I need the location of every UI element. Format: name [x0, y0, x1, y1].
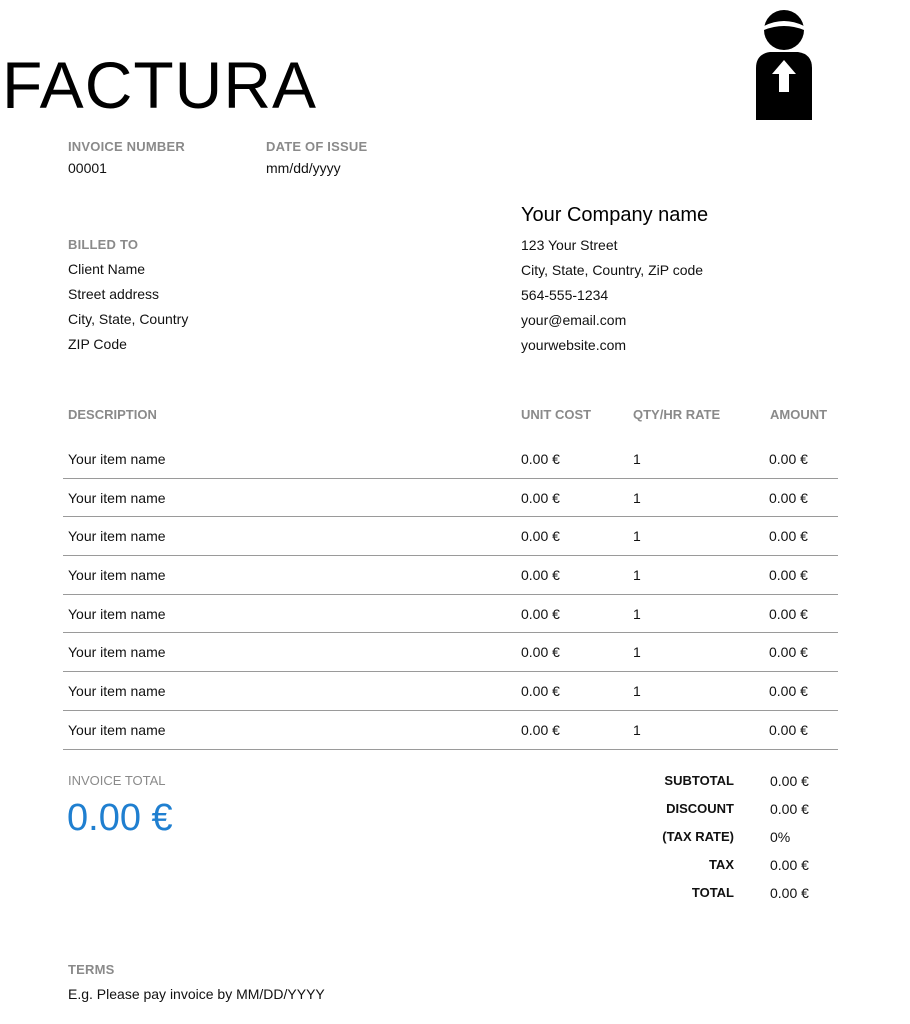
item-amount: 0.00 € — [769, 605, 808, 622]
terms-text: E.g. Please pay invoice by MM/DD/YYYY — [68, 986, 325, 1002]
item-amount: 0.00 € — [769, 489, 808, 506]
discount-value: 0.00 € — [770, 801, 809, 817]
company-street: 123 Your Street — [521, 237, 618, 253]
client-city: City, State, Country — [68, 311, 189, 327]
client-street: Street address — [68, 286, 160, 302]
table-row — [63, 479, 838, 518]
billed-to-label: BILLED TO — [68, 237, 139, 252]
invoice-total-value: 0.00 € — [67, 797, 173, 839]
invoice-number: 00001 — [68, 160, 107, 176]
table-row — [63, 556, 838, 595]
total-label: TOTAL — [691, 885, 734, 900]
person-with-arrow-icon — [752, 8, 816, 122]
item-amount: 0.00 € — [769, 644, 808, 661]
item-description: Your item name — [68, 605, 166, 622]
item-amount: 0.00 € — [769, 721, 808, 738]
company-name: Your Company name — [521, 204, 709, 226]
summary-block — [600, 770, 840, 910]
subtotal-label: SUBTOTAL — [664, 773, 734, 788]
total-value: 0.00 € — [770, 885, 809, 901]
item-qty: 1 — [633, 721, 641, 738]
col-amount-header: AMOUNT — [770, 407, 828, 422]
table-row — [63, 633, 838, 672]
tax-rate-value: 0% — [770, 829, 791, 845]
item-unit-cost: 0.00 € — [521, 567, 560, 584]
item-description: Your item name — [68, 567, 166, 584]
item-qty: 1 — [633, 567, 641, 584]
tax-value: 0.00 € — [770, 857, 809, 873]
item-description: Your item name — [68, 489, 166, 506]
item-amount: 0.00 € — [769, 451, 808, 467]
terms-label: TERMS — [68, 962, 115, 977]
company-phone: 564-555-1234 — [521, 287, 609, 303]
item-description: Your item name — [68, 528, 166, 545]
item-description: Your item name — [68, 683, 166, 700]
company-website: yourwebsite.com — [521, 337, 627, 353]
date-of-issue: mm/dd/yyyy — [266, 160, 341, 176]
table-row — [63, 672, 838, 711]
item-description: Your item name — [68, 451, 166, 467]
item-unit-cost: 0.00 € — [521, 721, 560, 738]
col-description-header: DESCRIPTION — [68, 407, 157, 422]
company-city: City, State, Country, ZiP code — [521, 262, 704, 278]
discount-label: DISCOUNT — [666, 801, 734, 816]
item-qty: 1 — [633, 451, 641, 467]
item-unit-cost: 0.00 € — [521, 644, 560, 661]
item-description: Your item name — [68, 721, 166, 738]
item-unit-cost: 0.00 € — [521, 683, 560, 700]
item-amount: 0.00 € — [769, 683, 808, 700]
item-unit-cost: 0.00 € — [521, 451, 560, 467]
col-qty-header: QTY/HR RATE — [633, 407, 721, 422]
table-row — [63, 711, 838, 750]
company-email: your@email.com — [521, 312, 627, 328]
company-address — [521, 233, 703, 358]
tax-rate-row — [600, 826, 840, 854]
table-row — [63, 595, 838, 634]
item-qty: 1 — [633, 528, 641, 545]
item-amount: 0.00 € — [769, 567, 808, 584]
client-zip: ZIP Code — [68, 336, 127, 352]
subtotal-value: 0.00 € — [770, 773, 809, 789]
billed-to-address — [68, 257, 188, 357]
subtotal-row — [600, 770, 840, 798]
tax-rate-label: (TAX RATE) — [662, 829, 734, 844]
tax-label: TAX — [708, 857, 734, 872]
item-amount: 0.00 € — [769, 528, 808, 545]
table-row — [63, 440, 838, 479]
date-of-issue-label: DATE OF ISSUE — [266, 139, 368, 154]
item-qty: 1 — [633, 605, 641, 622]
table-row — [63, 517, 838, 556]
item-qty: 1 — [633, 683, 641, 700]
discount-row — [600, 798, 840, 826]
col-unit-cost-header: UNIT COST — [521, 407, 592, 422]
item-qty: 1 — [633, 489, 641, 506]
item-description: Your item name — [68, 644, 166, 661]
item-unit-cost: 0.00 € — [521, 528, 560, 545]
tax-row — [600, 854, 840, 882]
items-table — [63, 440, 838, 750]
document-title: FACTURA — [2, 48, 318, 122]
invoice-number-label: INVOICE NUMBER — [68, 139, 185, 154]
item-unit-cost: 0.00 € — [521, 605, 560, 622]
item-qty: 1 — [633, 644, 641, 661]
client-name: Client Name — [68, 261, 146, 277]
invoice-total-label: INVOICE TOTAL — [68, 773, 166, 788]
total-row — [600, 882, 840, 910]
item-unit-cost: 0.00 € — [521, 489, 560, 506]
